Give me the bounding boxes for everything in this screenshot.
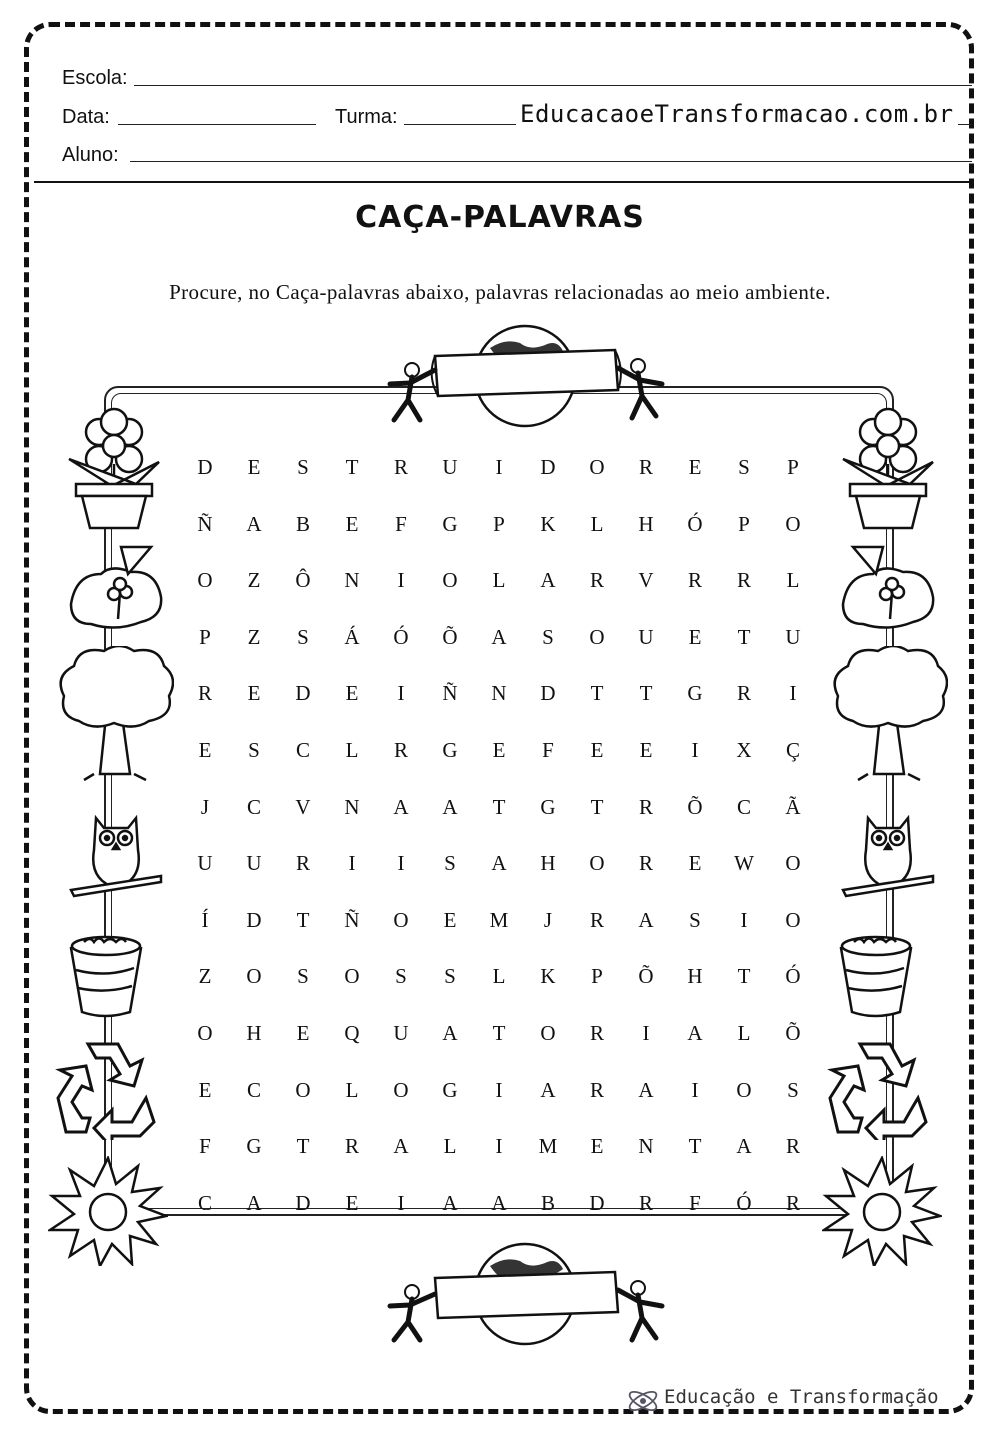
grid-letter: N <box>491 681 507 706</box>
grid-letter: L <box>737 1021 751 1045</box>
grid-letter: A <box>393 794 409 819</box>
grid-letter: E <box>296 1021 310 1045</box>
grid-letter: Ó <box>785 964 801 989</box>
globe-banner-bottom <box>380 1236 670 1346</box>
grid-letter: E <box>688 851 702 876</box>
grid-letter: F <box>199 1134 211 1159</box>
grid-letter: L <box>443 1134 457 1159</box>
grid-letter: I <box>397 681 405 706</box>
aluno-field[interactable] <box>130 161 972 162</box>
bucket-icon <box>66 930 146 1020</box>
grid-letter: P <box>738 511 750 536</box>
grid-letter: P <box>591 964 603 989</box>
grid-letter: Ñ <box>197 511 213 536</box>
grid-letter: S <box>738 455 750 479</box>
grid-letter: O <box>589 624 605 649</box>
grid-letter: L <box>345 738 359 762</box>
grid-letter: Ñ <box>442 681 458 706</box>
grid-letter: R <box>344 1134 359 1159</box>
grid-letter: K <box>540 511 556 536</box>
grid-letter: R <box>638 851 653 876</box>
grid-letter: R <box>393 455 408 479</box>
turma-field-end <box>958 124 972 125</box>
grid-letter: S <box>395 964 407 989</box>
grid-letter: A <box>687 1021 703 1045</box>
grid-letter: N <box>344 568 360 593</box>
grid-letter: H <box>246 1021 262 1045</box>
grid-letter: Z <box>247 568 261 593</box>
grid-letter: O <box>736 1077 752 1102</box>
grid-letter: Ó <box>393 624 409 649</box>
grid-letter: S <box>542 624 554 649</box>
grid-letter: E <box>345 681 359 706</box>
grid-letter: E <box>688 455 702 479</box>
grid-letter: E <box>345 511 359 536</box>
grid-letter: A <box>638 1077 654 1102</box>
grid-letter: A <box>540 568 556 593</box>
grid-letter: T <box>737 964 751 989</box>
grid-letter: T <box>590 681 604 706</box>
grid-letter: A <box>638 907 654 932</box>
grid-letter: I <box>495 1134 503 1159</box>
grid-letter: A <box>491 1190 507 1215</box>
grid-letter: J <box>543 907 553 932</box>
grid-letter: Z <box>198 964 212 989</box>
grid-letter: E <box>590 738 604 762</box>
flower-pot-icon <box>838 404 938 530</box>
grid-letter: R <box>638 1190 653 1215</box>
footer-brand: Educação e Transformação <box>664 1386 939 1408</box>
grid-letter: L <box>492 964 506 989</box>
bucket-icon <box>836 930 916 1020</box>
recycle-icon <box>822 1036 932 1140</box>
grid-letter: S <box>248 738 260 762</box>
escola-field[interactable] <box>134 85 972 86</box>
grid-letter: S <box>297 624 309 649</box>
grid-letter: G <box>442 738 458 762</box>
grid-letter: R <box>638 794 653 819</box>
grid-letter: H <box>687 964 703 989</box>
grid-letter: A <box>442 1190 458 1215</box>
grid-letter: L <box>492 568 506 593</box>
grid-letter: E <box>688 624 702 649</box>
instruction-text: Procure, no Caça-palavras abaixo, palavras relacionadas ao meio ambiente. <box>169 280 831 304</box>
owl-icon <box>66 810 166 900</box>
grid-letter: D <box>540 455 556 479</box>
grid-letter: T <box>296 1134 310 1159</box>
grid-letter: E <box>639 738 653 762</box>
grid-letter: S <box>297 964 309 989</box>
grid-letter: H <box>540 851 556 876</box>
grid-letter: Õ <box>638 964 654 989</box>
grid-letter: D <box>295 1190 311 1215</box>
grid-letter: O <box>197 568 213 593</box>
grid-letter: U <box>393 1021 409 1045</box>
grid-letter: F <box>689 1190 701 1215</box>
grid-letter: I <box>740 907 748 932</box>
atom-logo-icon <box>626 1384 660 1418</box>
grid-letter: A <box>393 1134 409 1159</box>
aluno-label: Aluno: <box>62 144 119 166</box>
sunflower-icon <box>822 1156 942 1266</box>
grid-letter: E <box>443 907 457 932</box>
grid-letter: Ã <box>785 794 801 819</box>
grid-letter: E <box>198 738 212 762</box>
grid-letter: O <box>344 964 360 989</box>
grid-letter: R <box>687 568 702 593</box>
grid-letter: T <box>296 907 310 932</box>
grid-letter: G <box>442 511 458 536</box>
globe-banner-top <box>380 318 670 428</box>
grid-letter: S <box>689 907 701 932</box>
grid-letter: K <box>540 964 556 989</box>
grid-letter: L <box>345 1077 359 1102</box>
grid-letter: Z <box>247 624 261 649</box>
recycle-icon <box>50 1036 160 1140</box>
grid-letter: E <box>345 1190 359 1215</box>
grid-letter: A <box>246 511 262 536</box>
grid-letter: R <box>638 455 653 479</box>
grid-letter: O <box>442 568 458 593</box>
tree-icon <box>828 646 948 782</box>
flower-pot-icon <box>64 404 164 530</box>
turma-field[interactable] <box>404 124 516 125</box>
grid-letter: B <box>295 511 310 536</box>
grid-letter: Ç <box>785 738 800 762</box>
grid-letter: E <box>590 1134 604 1159</box>
grid-letter: H <box>638 511 654 536</box>
grid-letter: T <box>345 455 359 479</box>
grid-letter: E <box>247 455 261 479</box>
grid-letter: I <box>495 455 503 479</box>
grid-letter: I <box>397 851 405 876</box>
grid-letter: I <box>691 738 699 762</box>
grid-letter: D <box>540 681 556 706</box>
grid-letter: D <box>197 455 213 479</box>
grid-letter: O <box>785 907 801 932</box>
grid-letter: O <box>295 1077 311 1102</box>
grid-letter: U <box>197 851 213 876</box>
grid-letter: I <box>397 1190 405 1215</box>
grid-letter: C <box>736 794 751 819</box>
grid-letter: Ó <box>736 1190 752 1215</box>
grid-letter: R <box>295 851 310 876</box>
seedling-trowel-icon <box>66 544 166 630</box>
grid-letter: D <box>589 1190 605 1215</box>
grid-letter: I <box>642 1021 650 1045</box>
sunflower-icon <box>48 1156 168 1266</box>
grid-letter: O <box>540 1021 556 1045</box>
grid-letter: D <box>295 681 311 706</box>
grid-letter: I <box>348 851 356 876</box>
escola-label: Escola: <box>62 67 128 89</box>
grid-letter: O <box>197 1021 213 1045</box>
grid-letter: Ó <box>687 511 703 536</box>
grid-letter: N <box>344 794 360 819</box>
grid-letter: L <box>786 568 800 593</box>
grid-letter: Ñ <box>344 907 360 932</box>
grid-letter: L <box>590 511 604 536</box>
grid-letter: O <box>393 907 409 932</box>
grid-letter: U <box>442 455 458 479</box>
grid-letter: R <box>197 681 212 706</box>
grid-letter: Õ <box>442 624 458 649</box>
grid-letter: G <box>540 794 556 819</box>
grid-letter: C <box>246 794 261 819</box>
grid-letter: S <box>297 455 309 479</box>
turma-label: Turma: <box>335 106 398 128</box>
grid-letter: O <box>246 964 262 989</box>
grid-letter: W <box>734 851 754 876</box>
grid-letter: V <box>638 568 654 593</box>
grid-letter: Á <box>344 624 360 649</box>
data-field[interactable] <box>118 124 316 125</box>
grid-letter: R <box>589 907 604 932</box>
grid-letter: C <box>197 1190 212 1215</box>
grid-letter: T <box>492 1021 506 1045</box>
grid-letter: R <box>589 568 604 593</box>
grid-letter: O <box>393 1077 409 1102</box>
grid-letter: Õ <box>785 1021 801 1045</box>
grid-letter: I <box>789 681 797 706</box>
grid-letter: P <box>493 511 505 536</box>
grid-letter: S <box>444 964 456 989</box>
grid-letter: S <box>444 851 456 876</box>
grid-letter: C <box>246 1077 261 1102</box>
grid-letter: U <box>785 624 801 649</box>
grid-letter: A <box>540 1077 556 1102</box>
grid-letter: E <box>247 681 261 706</box>
grid-letter: T <box>492 794 506 819</box>
grid-letter: X <box>736 738 752 762</box>
website-url: EducacaoeTransformacao.com.br <box>520 100 954 128</box>
grid-letter: R <box>736 568 751 593</box>
grid-letter: T <box>639 681 653 706</box>
grid-letter: P <box>199 624 211 649</box>
grid-letter: A <box>442 1021 458 1045</box>
grid-letter: S <box>787 1077 799 1102</box>
grid-letter: R <box>589 1021 604 1045</box>
grid-letter: R <box>785 1190 800 1215</box>
grid-letter: M <box>538 1134 558 1159</box>
grid-letter: A <box>246 1190 262 1215</box>
grid-letter: T <box>688 1134 702 1159</box>
grid-letter: U <box>638 624 654 649</box>
grid-letter: M <box>489 907 509 932</box>
grid-letter: C <box>295 738 310 762</box>
grid-letter: I <box>397 568 405 593</box>
grid-letter: F <box>542 738 554 762</box>
grid-letter: I <box>495 1077 503 1102</box>
grid-letter: O <box>589 455 605 479</box>
grid-letter: T <box>590 794 604 819</box>
grid-letter: A <box>736 1134 752 1159</box>
owl-icon <box>838 810 938 900</box>
grid-letter: T <box>737 624 751 649</box>
grid-letter: D <box>246 907 262 932</box>
grid-letter: O <box>589 851 605 876</box>
grid-letter: A <box>491 624 507 649</box>
grid-letter: J <box>200 794 210 819</box>
grid-letter: R <box>393 738 408 762</box>
grid-letter: F <box>395 511 407 536</box>
grid-letter: I <box>691 1077 699 1102</box>
grid-letter: U <box>246 851 262 876</box>
grid-letter: R <box>589 1077 604 1102</box>
grid-letter: Õ <box>687 794 703 819</box>
grid-letter: N <box>638 1134 654 1159</box>
grid-letter: Í <box>201 907 209 932</box>
grid-letter: O <box>785 851 801 876</box>
grid-letter: B <box>540 1190 555 1215</box>
grid-letter: E <box>492 738 506 762</box>
tree-icon <box>54 646 174 782</box>
grid-letter: A <box>491 851 507 876</box>
seedling-trowel-icon <box>838 544 938 630</box>
grid-letter: R <box>736 681 751 706</box>
grid-letter: P <box>787 455 799 479</box>
grid-letter: Ô <box>295 568 311 593</box>
page-title: CAÇA-PALAVRAS <box>355 200 645 235</box>
grid-letter: G <box>246 1134 262 1159</box>
grid-letter: G <box>687 681 703 706</box>
data-label: Data: <box>62 106 110 128</box>
grid-letter: R <box>785 1134 800 1159</box>
grid-letter: O <box>785 511 801 536</box>
grid-letter: V <box>295 794 311 819</box>
grid-letter: G <box>442 1077 458 1102</box>
grid-letter: E <box>198 1077 212 1102</box>
grid-letter: A <box>442 794 458 819</box>
header-separator <box>34 181 974 183</box>
grid-letter: Q <box>344 1021 360 1045</box>
